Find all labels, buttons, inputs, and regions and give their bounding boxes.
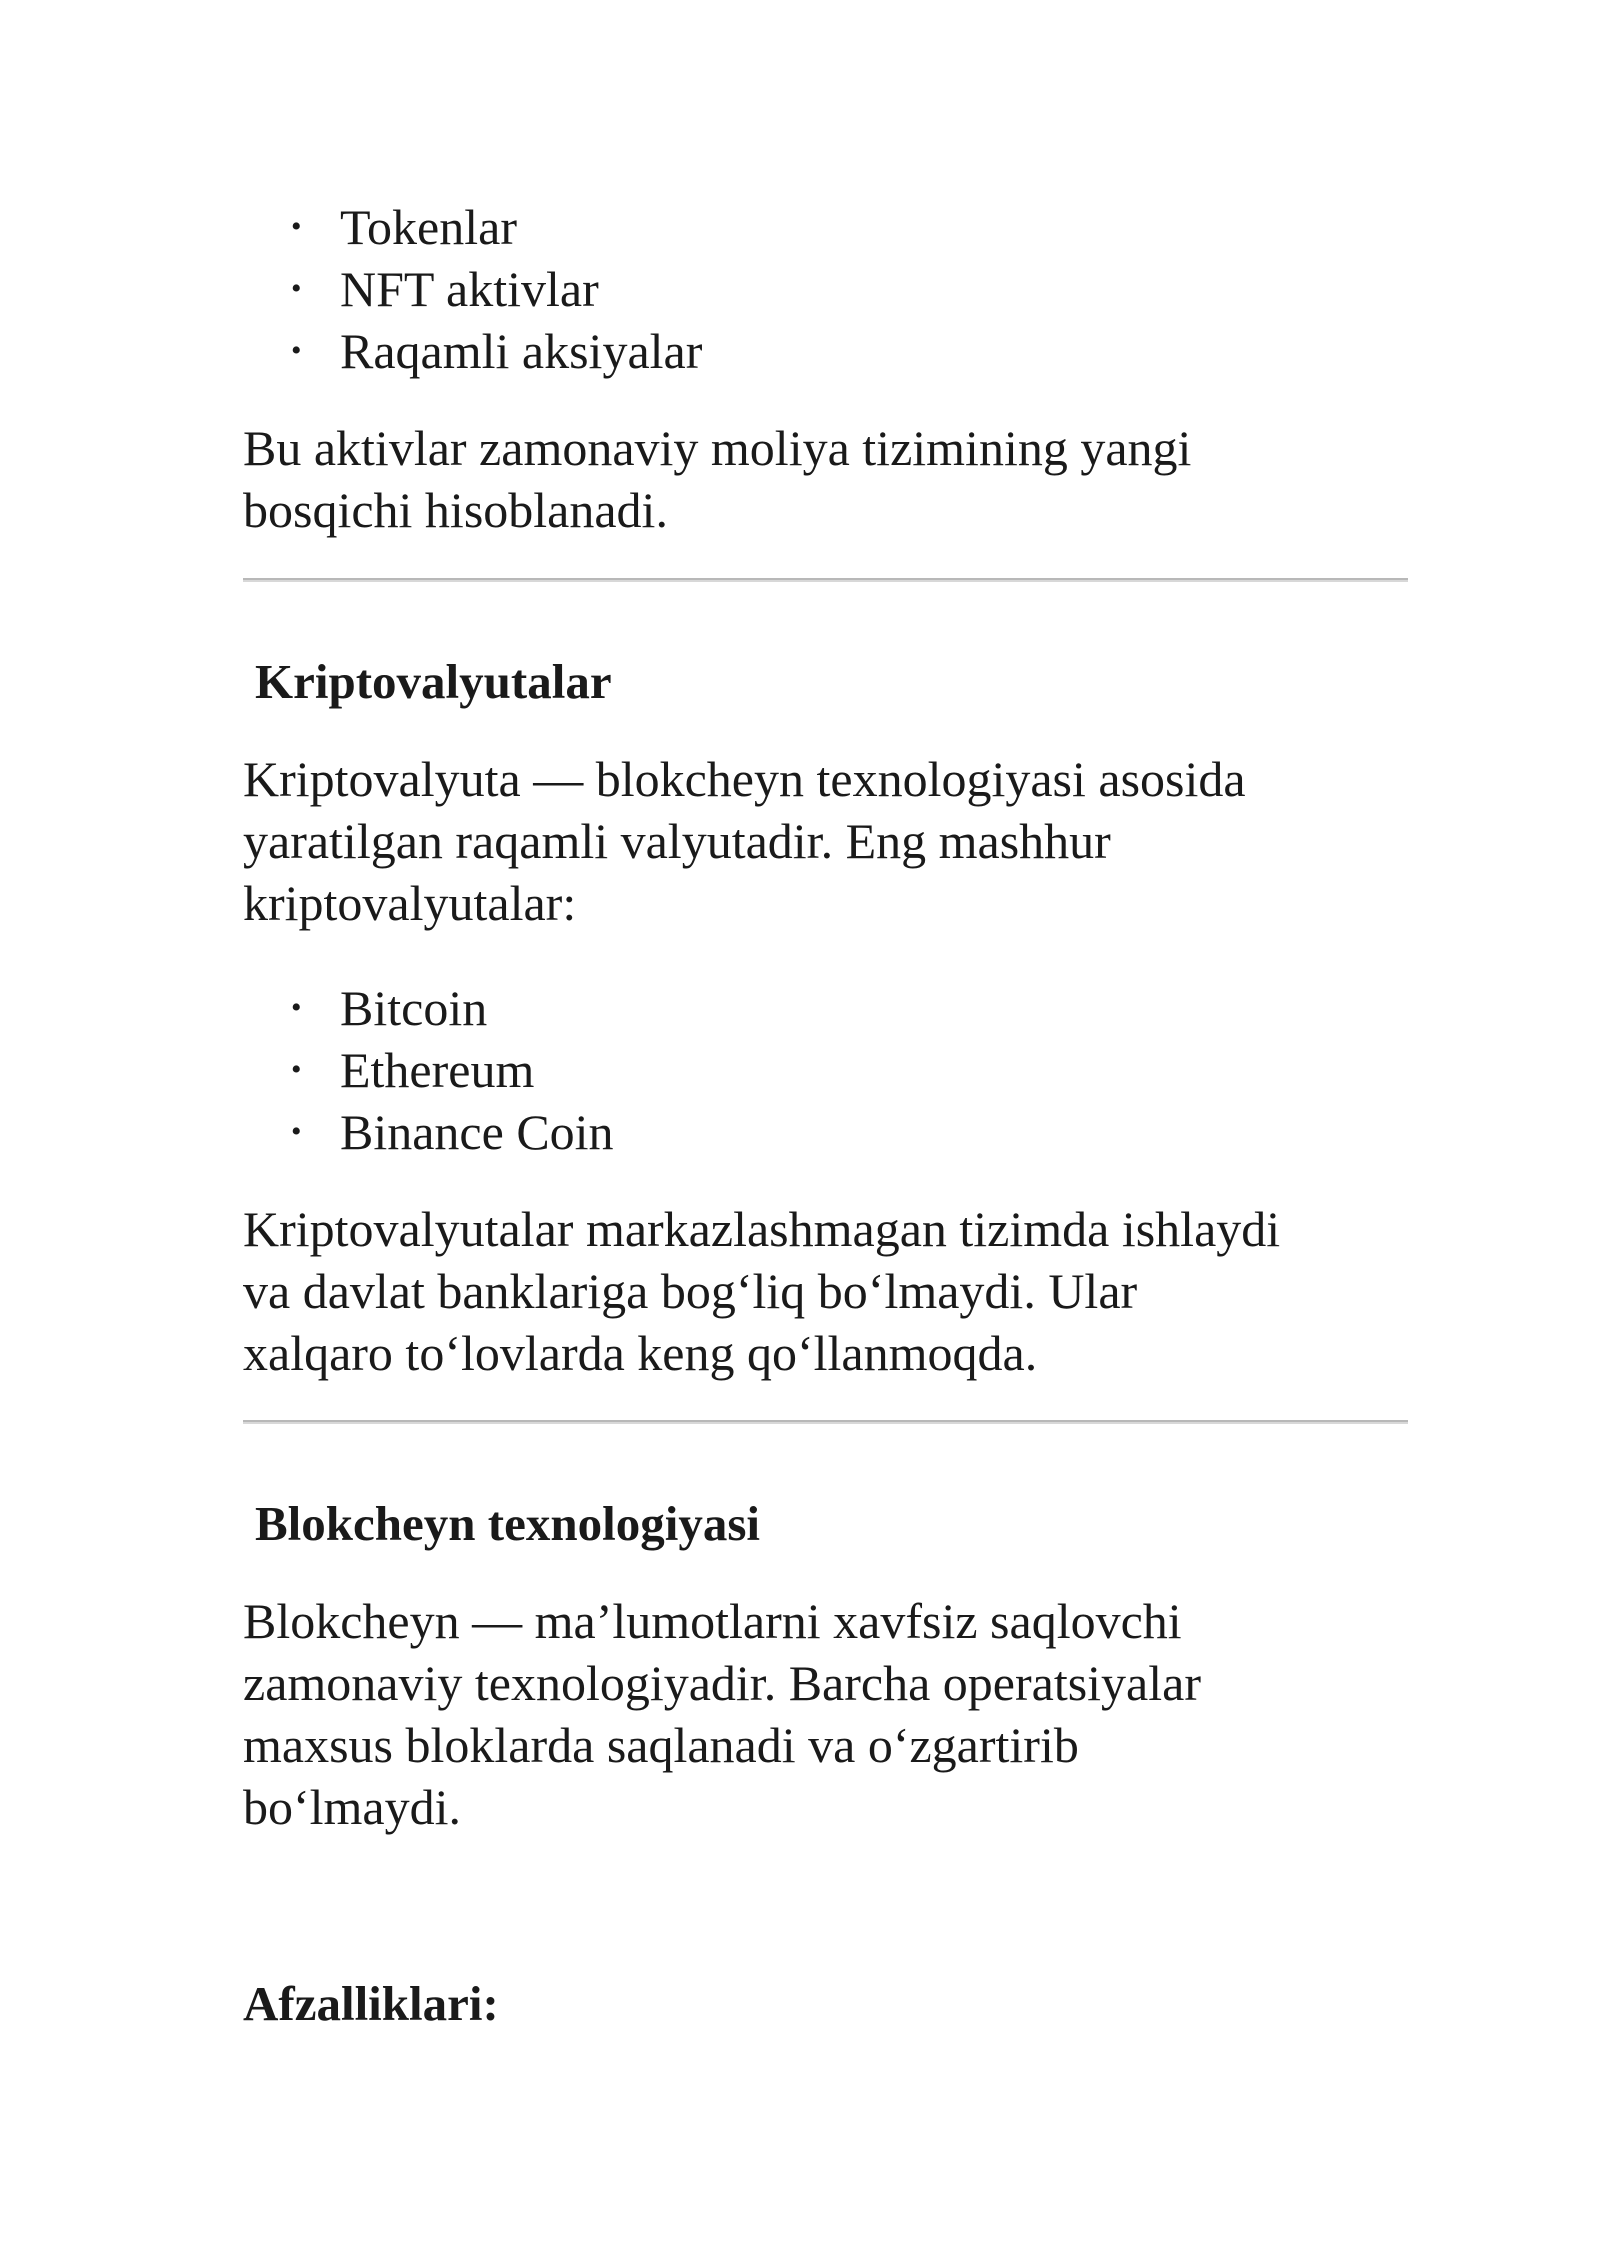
asset-types-list [243, 196, 702, 382]
section-divider [243, 578, 1408, 582]
list-item: • NFT aktivlar [243, 258, 702, 320]
crypto-outro-paragraph: Kriptovalyutalar markazlashmagan tizimda ishlaydi va davlat banklariga bog‘liq bo‘lmaydi. Ular xalqaro to‘lovlarda keng qo‘llanmoqda. [243, 1201, 1281, 1381]
bullet-icon: • [291, 991, 302, 1024]
list-item: • Binance Coin [243, 1101, 614, 1163]
crypto-intro-paragraph: Kriptovalyuta — blokcheyn texnologiyasi asosida yaratilgan raqamli valyutadir. Eng mashhur kriptovalyutalar: [243, 751, 1246, 931]
bullet-icon: • [291, 334, 302, 367]
list-item: • Raqamli aksiyalar [243, 320, 702, 382]
list-item: • Tokenlar [243, 196, 702, 258]
list-item: • Bitcoin [243, 977, 614, 1039]
advantages-heading: Afzalliklari: [243, 1976, 499, 2031]
blockchain-intro-paragraph: Blokcheyn — ma’lumotlarni xavfsiz saqlovchi zamonaviy texnologiyadir. Barcha operatsiyalar maxsus bloklarda saqlanadi va o‘zgartirib bo‘lmaydi. [243, 1593, 1201, 1835]
crypto-list [243, 977, 614, 1163]
bullet-icon: • [291, 1053, 302, 1086]
blockchain-heading: Blokcheyn texnologiyasi [255, 1496, 761, 1551]
crypto-heading: Kriptovalyutalar [255, 654, 612, 709]
list-item: • Ethereum [243, 1039, 614, 1101]
bullet-icon: • [291, 1115, 302, 1148]
bullet-icon: • [291, 272, 302, 305]
bullet-icon: • [291, 210, 302, 243]
section-divider [243, 1420, 1408, 1424]
assets-paragraph: Bu aktivlar zamonaviy moliya tizimining yangi bosqichi hisoblanadi. [243, 420, 1192, 538]
